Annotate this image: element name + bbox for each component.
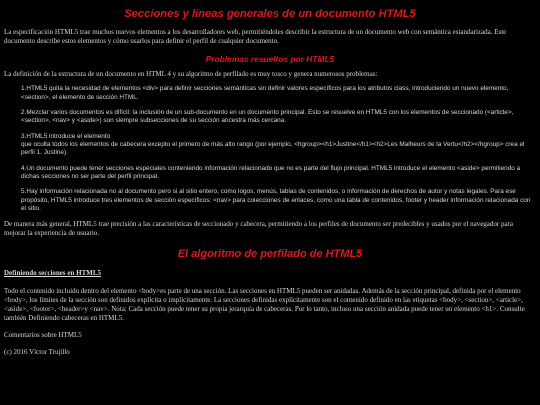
comments-text: Comentarios sobre HTML5 [4, 330, 82, 339]
problems-intro: La definición de la estructura de un documento en HTML 4 y su algoritmo de perfilado es muy tosco y genera numerosos problemas: [4, 70, 378, 79]
problems-list [4, 85, 536, 213]
page-title: Secciones y líneas generales de un documento HTML5 [124, 8, 416, 20]
defining-sections-paragraph: Todo el contenido incluido dentro del elemento <body>es parte de una sección. Las secciones en HTML5 pueden ser anidadas. Además de la sección principal, definida por el elemento <body>, los límites de la sección son definidos explícita o implícitamente. La secciones definidas explícitamente son el contenido definido en las etiquetas <body>, <section>, <article>, <aside>, <footer>, <header>y <nav>. Nota: Cada sección puede tener su propia jerarquía de cabeceras. Por lo tanto, incluso una sección anidada puede tener un elemento <h1>. Consulte también Definiendo cabeceras en HTML5. [4, 286, 525, 322]
summary-paragraph: De manera más general, HTML5 trae precisión a las características de seccionado y cabecera, permitiendo a los perfiles de documento ser predecibles y usados por el navegador para mejorar la experiencia de usuario. [4, 220, 514, 238]
list-item: 3.HTML5 introduce el elemento que oculta todos los elementos de cabecera excepto el primero de más alto rango (por ejemplo, <hgroup><h1>Justine</h1><h2>Les Malheurs de la Vertu</h2></hgroup> crea el perfil 1. Justine). [21, 132, 525, 157]
list-item: 2.Mezclar varios documentos es difícil: la inclusión de un sub-documento en un documento principal. Esto se resuelve en HTML5 con los elementos de seccionado (<article>, <section>, <nav> y <aside>) son siempre subsecciones de su sección ancestra más cercana. [21, 108, 514, 125]
algorithm-heading: El algoritmo de perfilado de HTML5 [177, 248, 363, 261]
copyright-text: (c) 2016 Víctor Trujillo [4, 347, 70, 356]
intro-paragraph: La especificación HTML5 trae muchos nuevos elementos a los desarrolladores web, permitiéndoles describir la estructura de un documento web con semántica estandarizada. Este documento describe estos elementos y cómo usarlos para definir el perfil de cualquier documento. [4, 28, 507, 46]
list-item: 4.Un documento puede tener secciones especiales conteniendo información relacionado que no es parte del flujo principal. HTML5 introduce el elemento <aside> permitiendo a dichas secciones no ser parte del perfil principal. [21, 164, 521, 180]
list-item: 5.Hay información relacionada no al documento pero si al sitio entero, como logos, menús, tablas de contenidos, o información de derechos de autor y notas legales. Para ese propósito, HTML5 introduce tres elementos de sección específicos: <nav> para colecciones de enlaces, como una tabla de contenidos, footer y header información relacionada con el sitio. [21, 188, 531, 212]
defining-sections-link[interactable]: Definiendo secciones en HTML5 [4, 269, 102, 278]
list-item: 1.HTML5 quita la necesidad de elementos <div> para definir secciones semánticas sin definir valores específicos para los atributos class, introduciendo un nuevo elemento, <section>, el elemento de sección HTML. [21, 85, 509, 101]
problems-heading: Problemas resueltos por HTML5 [205, 54, 335, 65]
